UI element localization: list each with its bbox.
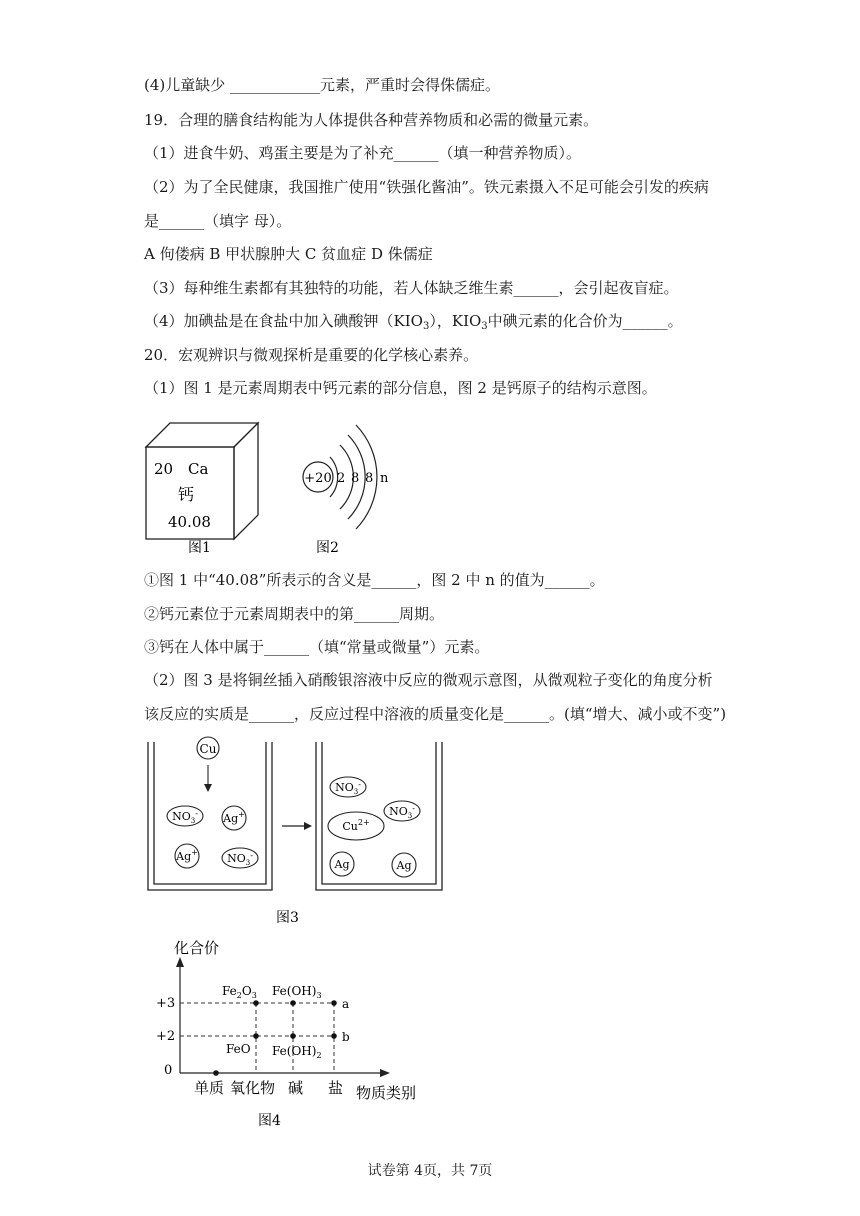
fig4-label-feoh3: $Fe(OH)_3$ xyxy=(272,984,322,1000)
fig4-xcat-element: 单质 xyxy=(194,1079,225,1097)
q20-1-sub3: ③钙在人体中属于______（填“常量或微量”）元素。 xyxy=(144,638,490,656)
q18-4-line: (4)儿童缺少 ____________元素，严重时会得侏儒症。 xyxy=(144,76,501,94)
fig4-xlabel: 物质类别 xyxy=(356,1084,417,1102)
fig4-ytick-plus3: +3 xyxy=(156,996,176,1011)
q20-1-line: （1）图 1 是元素周期表中钙元素的部分信息，图 2 是钙原子的结构示意图。 xyxy=(144,379,657,397)
fig4-point-b xyxy=(331,1033,337,1039)
q20-2-line-cont: 该反应的实质是______，反应过程中溶液的质量变化是______。(填“增大、减小或不变”) xyxy=(144,705,727,723)
fig4-label-feo: FeO xyxy=(226,1042,251,1056)
fig4-point-feo xyxy=(253,1033,259,1039)
fig1-mass: 40.08 xyxy=(168,513,211,531)
fig4-label-a: a xyxy=(342,997,350,1011)
fig4-label-fe2o3: $Fe_2O_3$ xyxy=(222,984,257,1000)
q19-2-options: A 佝偻病 B 甲状腺肿大 C 贫血症 D 侏儒症 xyxy=(144,245,433,263)
fig2-shell-4: n xyxy=(380,471,389,486)
fig4-xcat-base: 碱 xyxy=(288,1079,304,1097)
q19-1-line: （1）进食牛奶、鸡蛋主要是为了补充______（填一种营养物质）。 xyxy=(144,144,582,162)
fig4-point-a xyxy=(331,1000,337,1006)
fig3-left-no3-b: $NO_3^-$ xyxy=(227,851,253,867)
fig1-symbol: Ca xyxy=(188,460,209,478)
q20-1-sub1: ①图 1 中“40.08”所表示的含义是______，图 2 中 n 的值为______。 xyxy=(144,571,605,589)
fig4-ytick-0: 0 xyxy=(164,1063,173,1078)
fig3-cu: Cu xyxy=(199,742,217,756)
q19-2-line: （2）为了全民健康，我国推广使用“铁强化酱油”。铁元素摄入不足可能会引发的疾病 xyxy=(144,178,709,196)
fig4-point-feoh2 xyxy=(290,1033,296,1039)
fig3-left-ag-b: Ag+ xyxy=(176,848,198,863)
fig4-valence-chart xyxy=(150,935,440,1133)
q19-3-line: （3）每种维生素都有其独特的功能，若人体缺乏维生素______，会引起夜盲症。 xyxy=(144,279,679,297)
fig4-ylabel: 化合价 xyxy=(174,939,220,957)
fig4-label-b: b xyxy=(342,1030,350,1044)
fig4-point-fe2o3 xyxy=(253,1000,259,1006)
q19-4-text-a: （4）加碘盐是在食盐中加入碘酸钾（KIO xyxy=(144,312,423,330)
fig4-ytick-plus2: +2 xyxy=(156,1029,176,1044)
fig3-right-no3-a: $NO_3^-$ xyxy=(335,780,361,796)
fig3-right-no3-b: $NO_3^-$ xyxy=(389,804,415,820)
fig1-name: 钙 xyxy=(178,485,195,504)
q20-stem: 20．宏观辨识与微观探析是重要的化学核心素养。 xyxy=(144,346,479,364)
q19-4-line xyxy=(144,311,683,337)
fig3-left-beaker xyxy=(148,737,272,890)
fig3-right-cu2: $Cu^{2+}$ xyxy=(342,818,370,833)
fig4-xcat-salt: 盐 xyxy=(328,1079,344,1097)
fig2-shell-3: 8 xyxy=(365,471,374,486)
fig4-point-element xyxy=(213,1070,219,1076)
fig3-reaction-diagram xyxy=(140,734,450,930)
fig4-label-feoh2: $Fe(OH)_2$ xyxy=(272,1044,322,1060)
fig3-right-ag-b: Ag xyxy=(396,859,412,872)
fig4-xcat-oxide: 氧化物 xyxy=(230,1079,276,1097)
fig3-left-no3-a: $NO_3^-$ xyxy=(172,809,198,825)
fig4-point-feoh3 xyxy=(290,1000,296,1006)
q20-1-sub2: ②钙元素位于元素周期表中的第______周期。 xyxy=(144,605,445,623)
figures-1-2 xyxy=(140,415,420,560)
page-footer: 试卷第 4页，共 7页 xyxy=(367,1163,493,1179)
q19-2-line-cont: 是______（填字 母）。 xyxy=(144,212,292,230)
fig2-nucleus: +20 xyxy=(304,471,332,486)
fig2-shell-2: 8 xyxy=(351,471,360,486)
fig1-periodic-cell xyxy=(146,423,258,539)
fig3-left-ag-a: Ag+ xyxy=(223,810,245,825)
q19-4-sub-b: 3 xyxy=(481,321,488,332)
q20-2-line: （2）图 3 是将铜丝插入硝酸银溶液中反应的微观示意图，从微观粒子变化的角度分析 xyxy=(144,671,713,689)
fig1-number: 20 xyxy=(154,460,174,478)
fig1-caption: 图1 xyxy=(188,540,211,556)
fig2-shell-1: 2 xyxy=(337,471,346,486)
q19-stem: 19．合理的膳食结构能为人体提供各种营养物质和必需的微量元素。 xyxy=(144,111,599,129)
fig2-caption: 图2 xyxy=(316,540,339,556)
fig3-right-beaker xyxy=(316,742,442,890)
fig3-right-ag-a: Ag xyxy=(334,858,350,871)
fig2-atom-diagram xyxy=(303,425,389,529)
q19-4-text-e: 中碘元素的化合价为______。 xyxy=(487,312,683,330)
q19-4-sub-a: 3 xyxy=(422,321,430,332)
fig3-caption: 图3 xyxy=(276,910,299,926)
fig4-caption: 图4 xyxy=(258,1113,281,1129)
q19-4-text-c: ），KIO xyxy=(429,312,482,330)
